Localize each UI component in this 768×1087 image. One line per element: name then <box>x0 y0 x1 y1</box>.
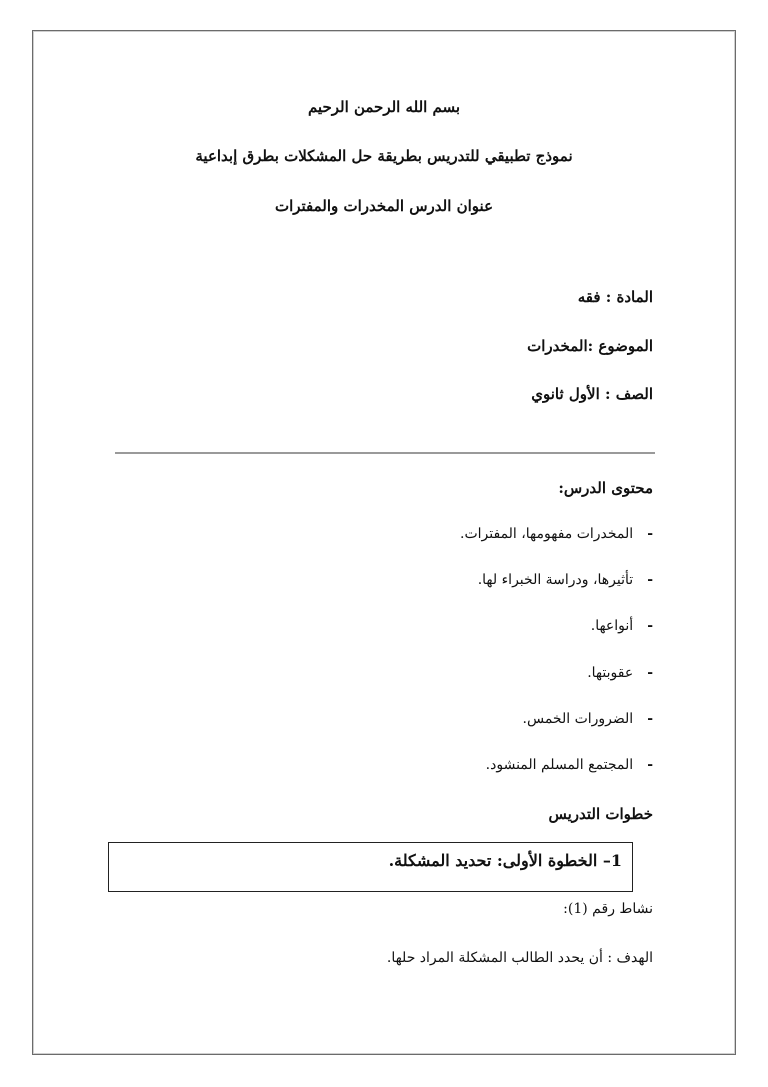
step-one-box <box>108 842 633 892</box>
bullet-dash: - <box>647 572 653 588</box>
bullet-dash: - <box>647 711 653 727</box>
content-item <box>460 526 653 542</box>
content-item <box>523 711 653 727</box>
model-title: نموذج تطبيقي للتدريس بطريقة حل المشكلات بطرق إبداعية <box>195 147 573 165</box>
content-item-text: تأثيرها، ودراسة الخبراء لها. <box>477 572 634 588</box>
basmala: بسم الله الرحمن الرحيم <box>307 98 461 116</box>
bullet-dash: - <box>647 618 653 634</box>
content-title: محتوى الدرس: <box>558 479 653 497</box>
content-item <box>478 572 653 588</box>
topic-line: الموضوع :المخدرات <box>527 337 653 355</box>
content-item-text: المجتمع المسلم المنشود. <box>485 757 634 773</box>
content-item-text: أنواعها. <box>590 618 634 634</box>
bullet-dash: - <box>647 665 653 681</box>
content-item-text: عقوبتها. <box>587 665 634 681</box>
subject-line: المادة : فقه <box>577 288 653 306</box>
content-item-text: المخدرات مفهومها، المفترات. <box>460 526 634 542</box>
bullet-dash: - <box>647 526 653 542</box>
activity-label: نشاط رقم (1): <box>563 901 653 917</box>
steps-title: خطوات التدريس <box>548 805 653 823</box>
content-item-text: الضرورات الخمس. <box>522 711 634 727</box>
activity-goal: الهدف : أن يحدد الطالب المشكلة المراد حلها. <box>386 950 653 966</box>
bullet-dash: - <box>647 757 653 773</box>
section-divider <box>115 452 655 454</box>
content-item <box>486 757 653 773</box>
lesson-title: عنوان الدرس المخدرات والمفترات <box>274 197 494 215</box>
content-item <box>587 665 653 681</box>
grade-line: الصف : الأول ثانوي <box>531 385 653 403</box>
step-one-text: 1– الخطوة الأولى: تحديد المشكلة. <box>388 851 622 870</box>
content-item <box>591 618 653 634</box>
